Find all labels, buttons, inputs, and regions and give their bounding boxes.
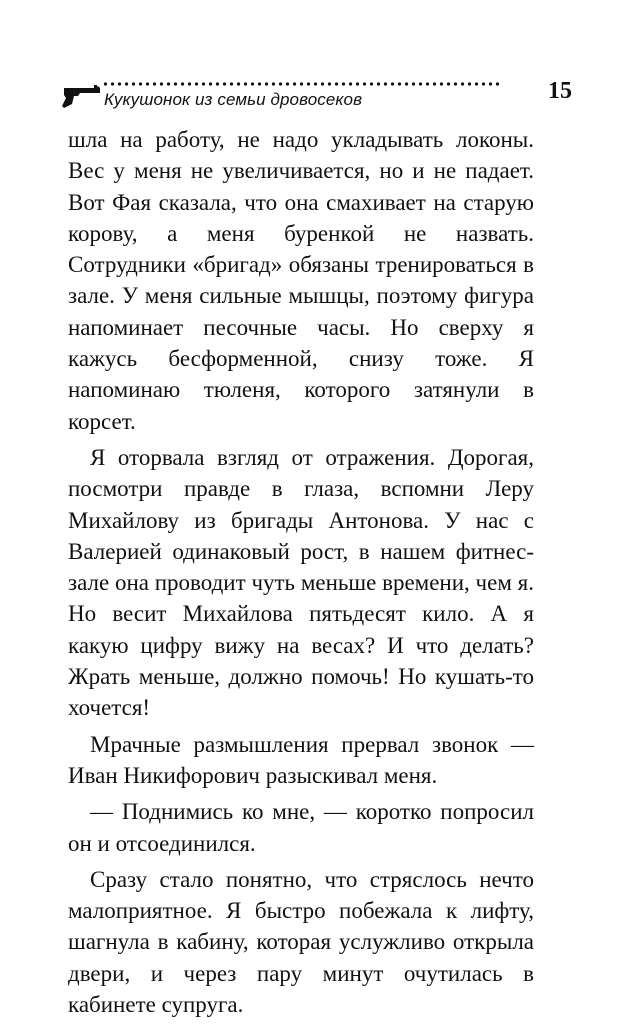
paragraph: Сразу стало понятно, что стряслось нечто малоприятное. Я быстро побежала к лифту, шагнула в кабину, которая услужливо открыла двери, и через пару минут очутилась в кабинете супруга. bbox=[68, 866, 534, 1018]
paragraph: шла на работу, не надо укладывать локоны. Вес у меня не увеличивается, но и не падает. Вот Фая сказала, что она смахивает на старую корову, а меня буренкой не назвать. Сотрудники «бригад» обязаны тренироваться в зале. У меня сильные мышцы, поэтому фигура напоминает песочные часы. Но сверху я кажусь бесформенной, снизу тоже. Я напоминаю тюленя, которого затянули в корсет. bbox=[68, 127, 534, 434]
running-title: Кукушонок из семьи дровосеков bbox=[104, 90, 363, 109]
revolver-icon bbox=[60, 82, 102, 110]
dotted-rule bbox=[102, 82, 502, 86]
paragraph: Мрачные размышления прервал звонок — Иван Никифорович разыскивал меня. bbox=[68, 731, 534, 788]
body-text bbox=[68, 124, 534, 1025]
page-header bbox=[60, 72, 580, 118]
page-number: 15 bbox=[548, 78, 572, 104]
dialogue-paragraph: — Поднимись ко мне, — коротко попросил он и отсоединился. bbox=[68, 799, 534, 856]
paragraph: Я оторвала взгляд от отражения. Дорогая, посмотри правде в глаза, вспомни Леру Михайлову из бригады Антонова. У нас с Валерией одинаковый рост, в нашем фитнес-зале она проводит чуть меньше времени, чем я. Но весит Михайлова пятьдесят кило. А я какую цифру вижу на весах? И что делать? Жрать меньше, должно помочь! Но кушать-то хочется! bbox=[68, 444, 534, 721]
